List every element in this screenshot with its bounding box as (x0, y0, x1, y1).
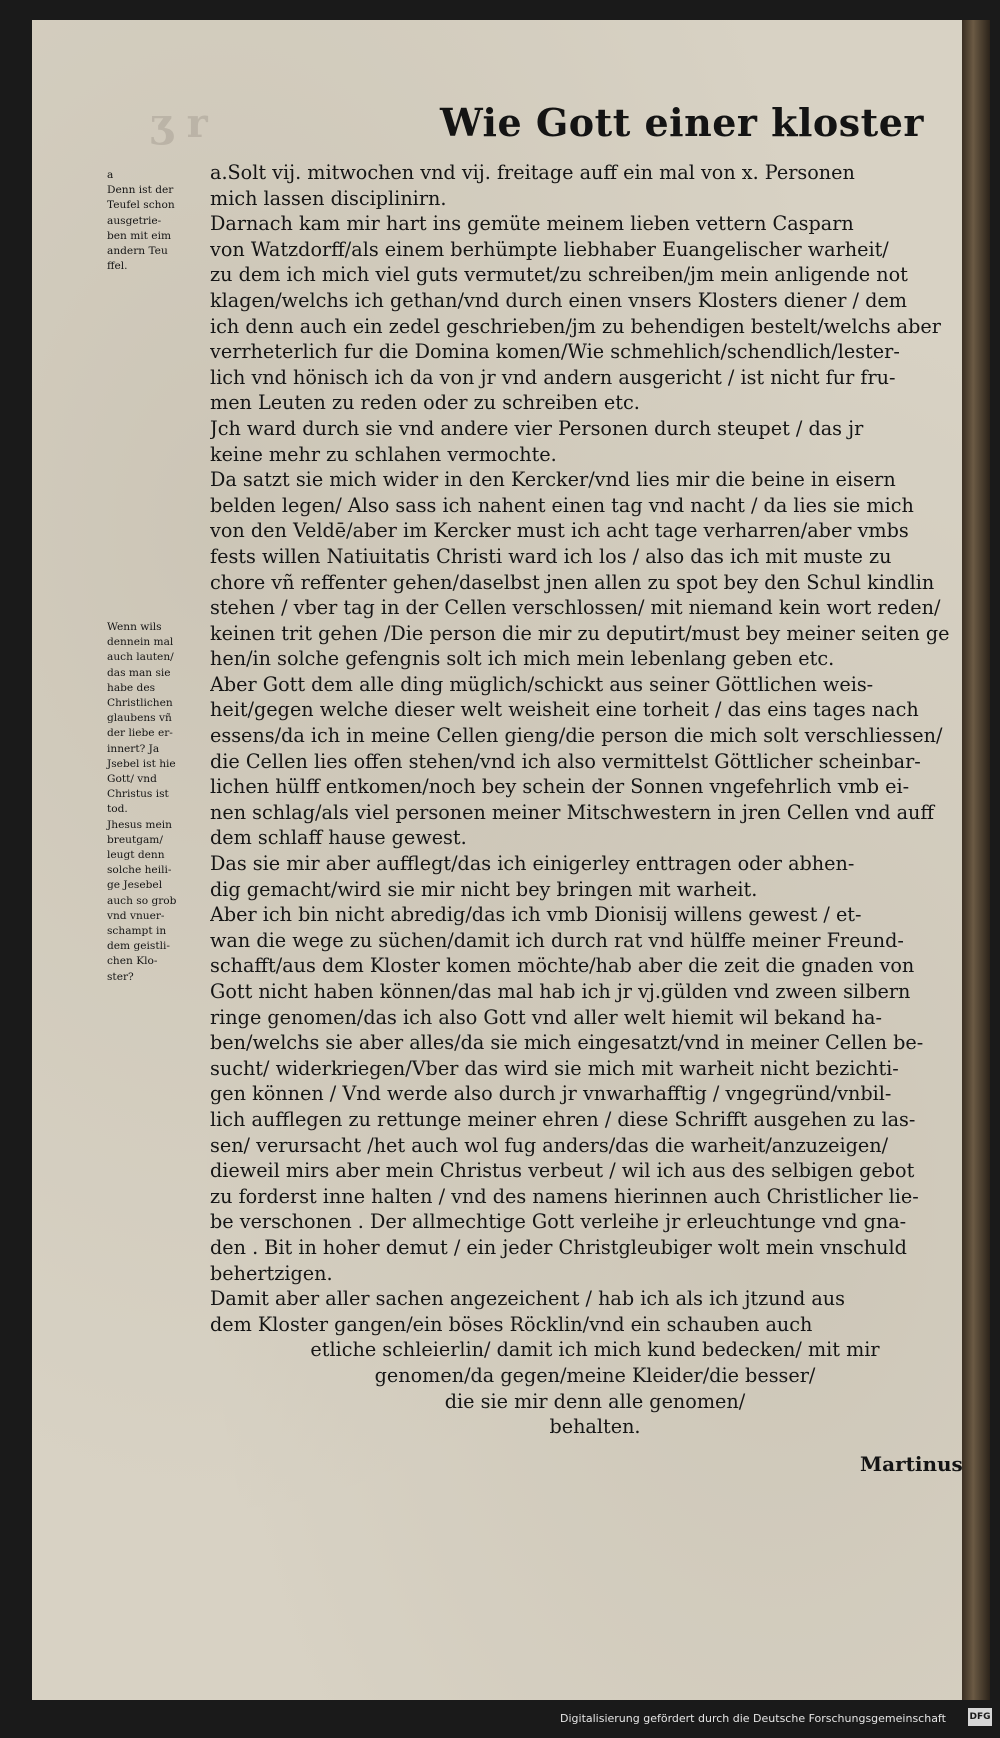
body-line-45: Damit aber aller sachen angezeichent / hab ich als ich jtzund aus (210, 1287, 845, 1311)
body-line-23: essens/da ich in meine Cellen gieng/die person die mich solt verschliessen/ (210, 724, 943, 748)
margin-note-line: Jhesus mein (107, 818, 172, 831)
body-line-20: hen/in solche gefengnis solt ich mich mein lebenlang geben etc. (210, 647, 835, 671)
body-line-26: nen schlag/als viel personen meiner Mitschwestern in jren Cellen vnd auff (210, 800, 935, 824)
centered-line-1: etliche schleierlin/ damit ich mich kund bedecken/ mit mir (310, 1338, 880, 1362)
margin-note-line: chen Klo- (107, 955, 158, 968)
body-line-24: die Cellen lies offen stehen/vnd ich also vermittelst Göttlicher scheinbar- (210, 749, 921, 773)
margin-note-line: glaubens vñ (107, 712, 172, 725)
body-centered-lines (210, 1337, 980, 1439)
dfg-logo: DFG (968, 1708, 992, 1726)
body-line-15: von den Veldē/aber im Kercker must ich acht tage verharren/aber vmbs (210, 519, 909, 543)
body-line-38: lich aufflegen zu rettunge meiner ehren / diese Schrifft ausgehen zu las- (210, 1107, 916, 1131)
body-line-42: be verschonen . Der allmechtige Gott verleihe jr erleuchtunge vnd gna- (210, 1210, 907, 1234)
margin-note-line: tod. (107, 803, 128, 816)
margin-note-line: ge Jesebel (107, 879, 163, 892)
margin-note-line: leugt denn (107, 849, 165, 862)
margin-note-line: Teufel schon (107, 199, 175, 212)
body-line-10: men Leuten zu reden oder zu schreiben etc. (210, 391, 640, 415)
centered-line-3: die sie mir denn alle genomen/ (444, 1389, 746, 1413)
digitization-credit: Digitalisierung gefördert durch die Deutsche Forschungsgemeinschaft (560, 1712, 946, 1725)
body-line-22: heit/gegen welche dieser welt weisheit eine torheit / das eins tages nach (210, 698, 919, 722)
body-line-39: sen/ verursacht /het auch wol fug anders/das die warheit/anzuzeigen/ (210, 1133, 889, 1157)
centered-line-2: genomen/da gegen/meine Kleider/die besser/ (374, 1363, 816, 1387)
margin-note-line: Denn ist der (107, 184, 174, 197)
margin-note-line: der liebe er- (107, 727, 173, 740)
margin-note-line: a (107, 169, 114, 181)
body-line-35: ben/welchs sie aber alles/da sie mich eingesatzt/vnd in meiner Cellen be- (210, 1031, 924, 1055)
catchword: Martinus (860, 1452, 963, 1476)
body-line-7: ich denn auch ein zedel geschrieben/jm zu behendigen bestelt/welchs aber (210, 314, 941, 338)
body-line-31: wan die wege zu süchen/damit ich durch rat vnd hülffe meiner Freund- (210, 928, 904, 952)
body-line-5: zu dem ich mich viel guts vermutet/zu schreiben/jm mein anligende not (210, 263, 908, 287)
margin-note-line: Wenn wils (107, 621, 162, 633)
body-line-27: dem schlaff hause gewest. (210, 826, 467, 850)
margin-note-line: auch so grob (107, 894, 177, 907)
margin-note-line: Christlichen (107, 697, 173, 710)
body-line-30: Aber ich bin nicht abredig/das ich vmb Dionisij willens gewest / et- (210, 903, 862, 927)
margin-note-line: dem geistli- (107, 940, 170, 953)
body-lines (210, 160, 980, 1337)
margin-note-line: solche heili- (107, 864, 172, 877)
body-line-14: belden legen/ Also sass ich nahent einen tag vnd nacht / da lies sie mich (210, 493, 914, 517)
margin-note-line: ster? (107, 970, 134, 983)
body-line-17: chore vñ reffenter gehen/daselbst jnen allen zu spot bey den Schul kindlin (210, 570, 935, 594)
margin-note-1 (107, 168, 207, 274)
body-line-18: stehen / vber tag in der Cellen verschlossen/ mit niemand kein wort reden/ (210, 596, 941, 620)
body-line-2: mich lassen disciplinirn. (210, 186, 447, 210)
margin-note-line: vnd vnuer- (107, 909, 165, 922)
margin-note-line: habe des (107, 681, 156, 694)
body-line-44: behertzigen. (210, 1261, 333, 1285)
body-line-41: zu forderst inne halten / vnd des namens hierinnen auch Christlicher lie- (210, 1184, 919, 1208)
body-line-21: Aber Gott dem alle ding müglich/schickt aus seiner Göttlichen weis- (210, 672, 874, 696)
margin-note-line: Gott/ vnd (107, 773, 157, 786)
margin-note-line: ffel. (107, 260, 128, 273)
body-text (210, 160, 980, 1440)
margin-note-line: Christus ist (107, 788, 169, 801)
body-line-25: lichen hülff entkomen/noch bey schein der Sonnen vngefehrlich vmb ei- (210, 775, 910, 799)
body-line-4: von Watzdorff/als einem berhümpte liebhaber Euangelischer warheit/ (210, 237, 889, 261)
bleed-through-text: ʒ r (150, 100, 208, 147)
body-line-32: schafft/aus dem Kloster komen möchte/hab aber die zeit die gnaden von (210, 954, 915, 978)
body-line-6: klagen/welchs ich gethan/vnd durch einen vnsers Klosters diener / dem (210, 288, 907, 312)
body-line-34: ringe genomen/das ich also Gott vnd aller welt hiemit wil bekand ha- (210, 1005, 882, 1029)
body-line-36: sucht/ widerkriegen/Vber das wird sie mich mit warheit nicht bezichti- (210, 1056, 899, 1080)
body-line-28: Das sie mir aber aufflegt/das ich einigerley enttragen oder abhen- (210, 852, 855, 876)
body-line-29: dig gemacht/wird sie mir nicht bey bringen mit warheit. (210, 877, 758, 901)
body-line-8: verrheterlich fur die Domina komen/Wie schmehlich/schendlich/lester- (210, 340, 900, 364)
body-line-9: lich vnd hönisch ich da von jr vnd andern ausgericht / ist nicht fur fru- (210, 365, 896, 389)
page-header: Wie Gott einer kloster (440, 100, 924, 145)
centered-line-4: behalten. (549, 1415, 641, 1439)
body-line-11: Jch ward durch sie vnd andere vier Personen durch steupet / das jr (210, 416, 864, 440)
margin-note-line: innert? Ja (107, 742, 160, 755)
margin-note-line: das man sie (107, 666, 171, 679)
margin-note-line: andern Teu (107, 245, 168, 258)
body-line-43: den . Bit in hoher demut / ein jeder Christgleubiger wolt mein vnschuld (210, 1235, 907, 1259)
margin-note-line: breutgam/ (107, 833, 163, 846)
margin-note-line: ben mit eim (107, 229, 172, 242)
body-line-40: dieweil mirs aber mein Christus verbeut / wil ich aus des selbigen gebot (210, 1159, 915, 1183)
body-line-13: Da satzt sie mich wider in den Kercker/vnd lies mir die beine in eisern (210, 468, 896, 492)
body-line-33: Gott nicht haben können/das mal hab ich jr vj.gülden vnd zween silbern (210, 980, 911, 1003)
margin-note-2 (107, 620, 207, 985)
margin-note-line: dennein mal (107, 636, 174, 649)
margin-note-line: Jsebel ist hie (107, 757, 176, 770)
body-line-19: keinen trit gehen /Die person die mir zu deputirt/must bey meiner seiten ge (210, 621, 950, 645)
body-line-12: keine mehr zu schlahen vermochte. (210, 442, 557, 466)
body-line-46: dem Kloster gangen/ein böses Röcklin/vnd ein schauben auch (210, 1312, 813, 1336)
body-line-37: gen können / Vnd werde also durch jr vnwarhafftig / vngegründ/vnbil- (210, 1082, 892, 1106)
margin-note-line: schampt in (107, 925, 167, 938)
body-line-1: a.Solt vij. mitwochen vnd vij. freitage auff ein mal von x. Personen (210, 161, 855, 184)
margin-note-line: auch lauten/ (107, 651, 174, 664)
body-line-3: Darnach kam mir hart ins gemüte meinem lieben vettern Casparn (210, 212, 854, 236)
margin-note-line: ausgetrie- (107, 214, 162, 227)
body-line-16: fests willen Natiuitatis Christi ward ich los / also das ich mit muste zu (210, 544, 892, 568)
